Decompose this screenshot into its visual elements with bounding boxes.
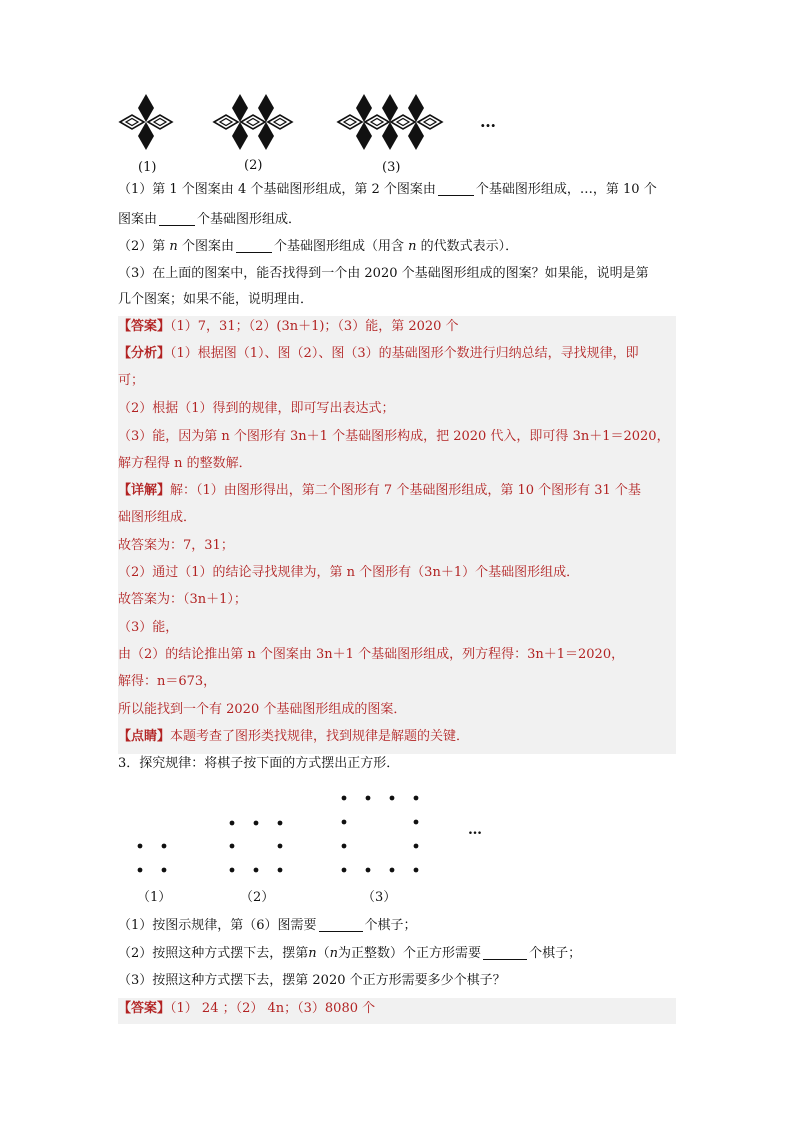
text: （1）第 1 个图案由 4 个基础图形组成，第 2 个图案由 xyxy=(118,182,436,197)
analysis-line: （2）根据（1）得到的规律，即可写出表达式； xyxy=(118,401,395,416)
question-line xyxy=(118,944,676,964)
analysis-tag: 【分析】 xyxy=(118,346,171,361)
answer-blank[interactable] xyxy=(159,211,195,226)
figure-label-1: （1） xyxy=(137,890,172,905)
text: 个图案由 xyxy=(181,239,234,254)
variable: n xyxy=(329,946,339,961)
chess-square-figure xyxy=(120,788,500,880)
text: （2）按照这种方式摆下去，摆第 xyxy=(118,946,309,961)
figure-label-1: (1) xyxy=(138,160,157,175)
square-figure-3 xyxy=(342,796,419,873)
answer-blank[interactable] xyxy=(438,181,474,196)
text: 个棋子； xyxy=(529,946,582,961)
analysis-line: 解方程得 n 的整数解． xyxy=(118,456,252,471)
text: （2）第 xyxy=(118,239,166,254)
text: （1）按图示规律，第（6）图需要 xyxy=(118,918,317,933)
analysis-line xyxy=(118,344,676,364)
figure-label-2: （2） xyxy=(240,890,275,905)
question-line xyxy=(118,916,676,936)
text: 本题考查了图形类找规律，找到规律是解题的关键． xyxy=(170,729,470,744)
text: 为正整数）个正方形需要 xyxy=(338,946,482,961)
question-line: （3）按照这种方式摆下去，摆第 2020 个正方形需要多少个棋子？ xyxy=(118,973,506,988)
question-line: 几个图案；如果不能，说明理由． xyxy=(118,292,314,307)
text: 个基础图形组成，…，第 10 个 xyxy=(475,182,657,197)
comment-tag: 【点睛】 xyxy=(118,729,171,744)
answer-tag: 【答案】 xyxy=(118,1001,171,1016)
text: 个基础图形组成． xyxy=(197,212,302,227)
diamond-figure-3 xyxy=(338,94,442,150)
answer-line xyxy=(118,317,676,337)
problem-title: 3．探究规律：将棋子按下面的方式摆出正方形． xyxy=(118,756,400,771)
answer-blank[interactable] xyxy=(319,917,363,932)
variable: n xyxy=(169,239,178,254)
variable: n xyxy=(408,239,417,254)
text: 个基础图形组成（用含 xyxy=(273,239,404,254)
figure-label-3: (3) xyxy=(382,160,401,175)
detail-line: 解得：n＝673， xyxy=(118,674,217,689)
text: （1）根据图（1）、图（2）、图（3）的基础图形个数进行归纳总结，寻找规律，即 xyxy=(170,346,639,361)
text: 个棋子； xyxy=(364,918,417,933)
figure-label-2: (2) xyxy=(244,158,263,173)
answer-line xyxy=(118,999,676,1019)
diamond-figure-2 xyxy=(214,94,292,150)
detail-line: 故答案为：7，31； xyxy=(118,538,234,553)
text: 解：（1）由图形得出，第二个图形有 7 个基础图形组成，第 10 个图形有 31 个基 xyxy=(170,483,641,498)
detail-tag: 【详解】 xyxy=(118,483,171,498)
detail-line: （3）能， xyxy=(118,620,179,635)
analysis-line: （3）能，因为第 n 个图形有 3n＋1 个基础图形构成，把 2020 代入，即可得 3n＋1＝2020， xyxy=(118,429,670,444)
diamond-figure-1 xyxy=(120,94,172,150)
answer-blank[interactable] xyxy=(236,238,272,253)
square-figure-2 xyxy=(230,821,283,873)
text: 图案由 xyxy=(118,212,158,227)
variable: n xyxy=(308,946,317,961)
answer-text: （1） 24 ；（2） 4n；（3）8080 个 xyxy=(170,1001,376,1016)
detail-line: 所以能找到一个有 2020 个基础图形组成的图案． xyxy=(118,702,407,717)
question-line: （3）在上面的图案中，能否找得到一个由 2020 个基础图形组成的图案？如果能，说明是第 xyxy=(118,266,649,281)
question-line xyxy=(118,180,676,200)
answer-text: （1）7，31；（2）(3n＋1)；（3）能，第 2020 个 xyxy=(170,319,459,334)
answer-tag: 【答案】 xyxy=(118,319,171,334)
detail-line xyxy=(118,481,676,501)
ellipsis: … xyxy=(480,112,497,131)
figure-label-3: （3） xyxy=(362,890,397,905)
question-line xyxy=(118,210,676,230)
detail-line: 由（2）的结论推出第 n 个图案由 3n＋1 个基础图形组成，列方程得：3n＋1＝2020， xyxy=(118,647,625,662)
analysis-line: 可； xyxy=(118,373,145,388)
diamond-pattern-figure xyxy=(110,92,510,158)
text: 的代数式表示）． xyxy=(420,239,519,254)
detail-line: 故答案为：（3n＋1）； xyxy=(118,592,247,607)
comment-line xyxy=(118,727,676,747)
question-line xyxy=(118,237,676,257)
ellipsis: … xyxy=(468,822,483,838)
detail-line: （2）通过（1）的结论寻找规律为，第 n 个图形有（3n＋1）个基础图形组成． xyxy=(118,565,580,580)
text: （ xyxy=(316,946,330,961)
answer-blank[interactable] xyxy=(483,945,527,960)
detail-line: 础图形组成． xyxy=(118,510,197,525)
square-figure-1 xyxy=(138,844,167,873)
